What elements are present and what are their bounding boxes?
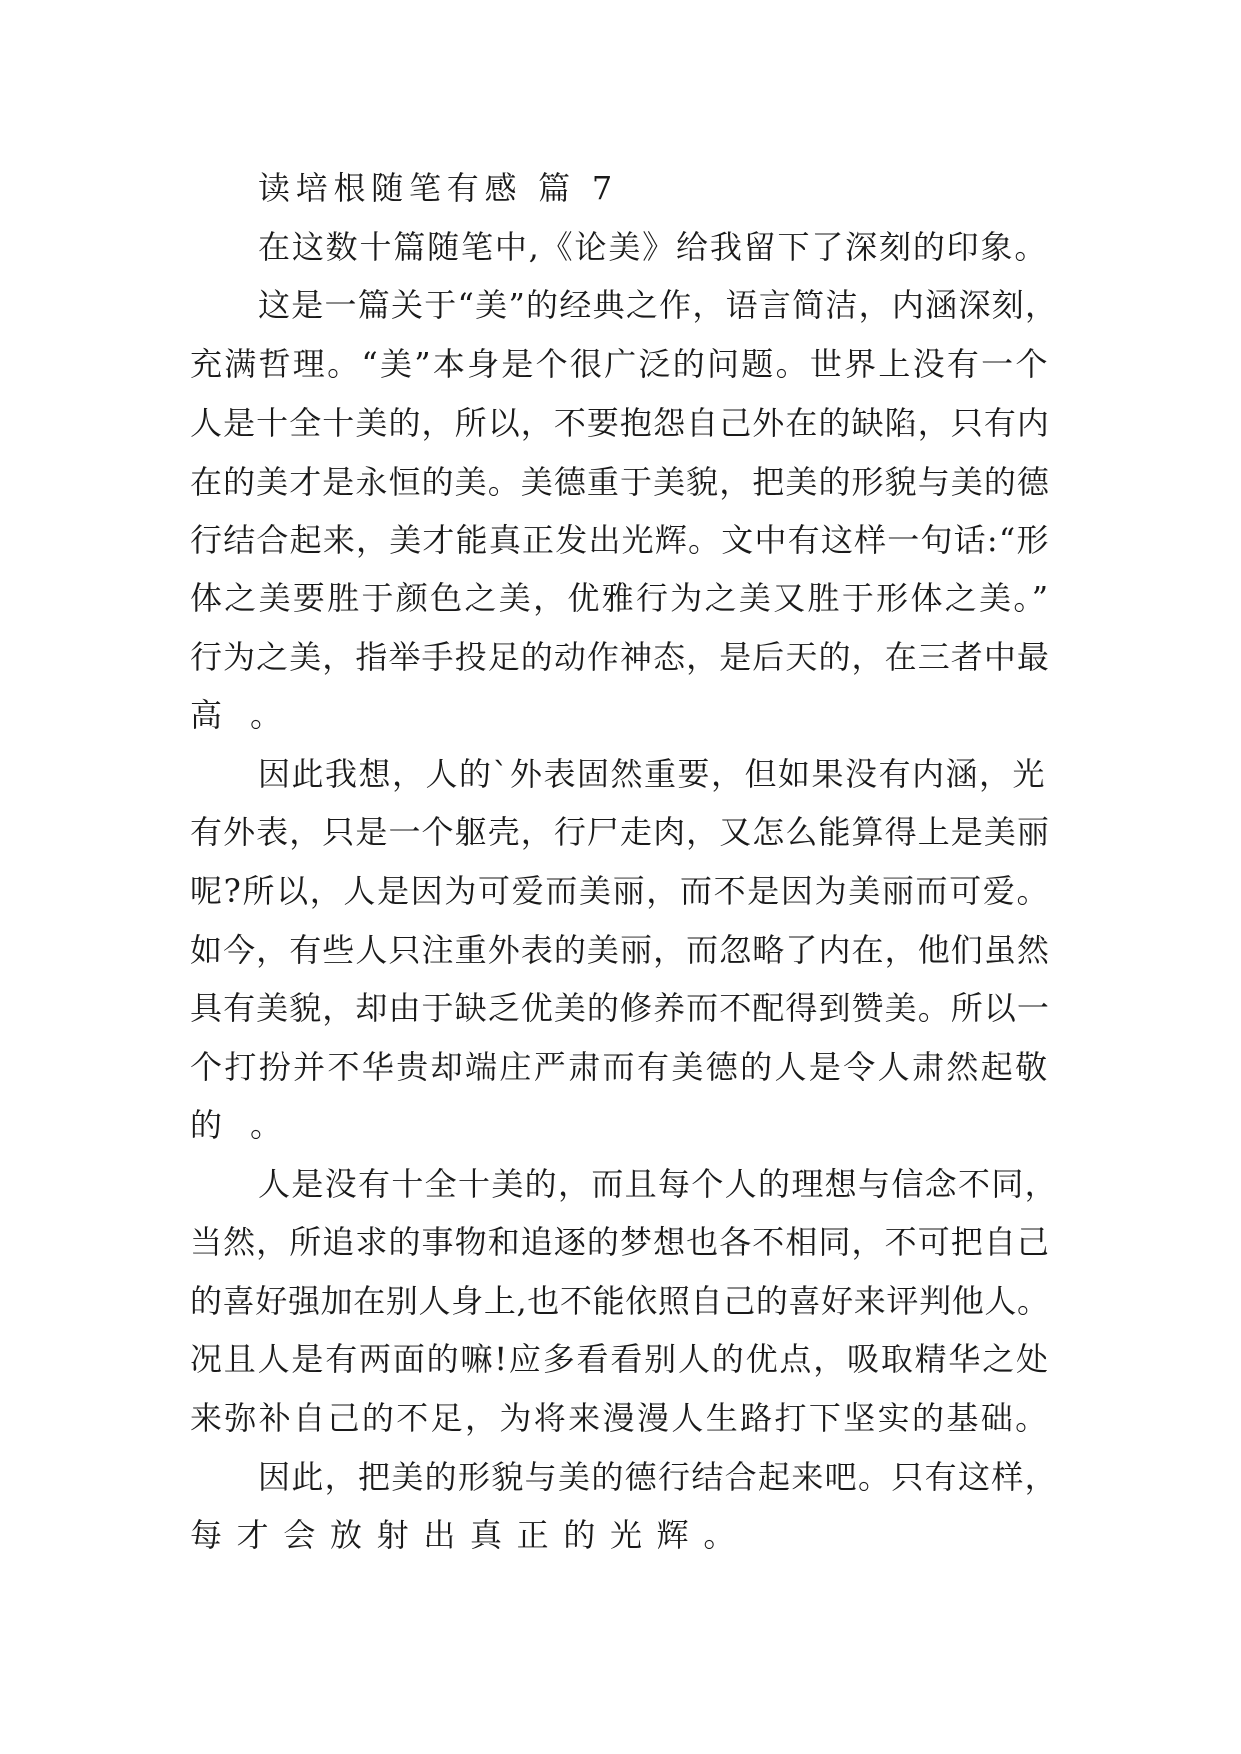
text-line: 因此我想，人的`外表固然重要，但如果没有内涵，光 <box>258 755 1047 793</box>
text-line: 的喜好强加在别人身上,也不能依照自己的喜好来评判他人。 <box>190 1282 1050 1320</box>
text-line: 高。 <box>190 696 311 734</box>
text-line: 来弥补自己的不足，为将来漫漫人生路打下坚实的基础。 <box>190 1399 1050 1437</box>
text-line: 如今，有些人只注重外表的美丽，而忽略了内在，他们虽然 <box>190 931 1051 969</box>
document-title: 读培根随笔有感 篇 7 <box>258 169 618 207</box>
text-line: 个打扮并不华贵却端庄严肃而有美德的人是令人肃然起敬 <box>190 1048 1050 1086</box>
text-line: 有外表，只是一个躯壳，行尸走肉，又怎么能算得上是美丽 <box>190 813 1051 851</box>
text-line: 人是十全十美的，所以，不要抱怨自己外在的缺陷，只有内 <box>190 404 1051 442</box>
text-line: 的。 <box>190 1106 311 1144</box>
text-line: 行为之美，指举手投足的动作神态，是后天的，在三者中最 <box>190 638 1051 676</box>
text-line: 具有美貌，却由于缺乏优美的修养而不配得到赞美。所以一 <box>190 989 1051 1027</box>
text-line: 因此，把美的形貌与美的德行结合起来吧。只有这样， <box>258 1458 1059 1496</box>
text-line: 当然，所追求的事物和追逐的梦想也各不相同，不可把自己 <box>190 1223 1051 1261</box>
text-line: 这是一篇关于“美”的经典之作，语言简洁，内涵深刻， <box>258 286 1059 324</box>
text-line: 呢?所以，人是因为可爱而美丽，而不是因为美丽而可爱。 <box>190 872 1051 910</box>
text-line: 充满哲理。“美”本身是个很广泛的问题。世界上没有一个 <box>190 345 1050 383</box>
text-line: 行结合起来，美才能真正发出光辉。文中有这样一句话:“形 <box>190 521 1050 559</box>
text-line: 况且人是有两面的嘛!应多看看别人的优点，吸取精华之处 <box>190 1340 1050 1378</box>
text-line: 在的美才是永恒的美。美德重于美貌，把美的形貌与美的德 <box>190 463 1051 501</box>
text-line: 人是没有十全十美的，而且每个人的理想与信念不同， <box>258 1165 1059 1203</box>
text-line: 体之美要胜于颜色之美，优雅行为之美又胜于形体之美。” <box>190 579 1051 617</box>
text-line: 在这数十篇随笔中,《论美》给我留下了深刻的印象。 <box>258 228 1049 266</box>
text-line: 每才会放射出真正的光辉。 <box>190 1516 751 1554</box>
